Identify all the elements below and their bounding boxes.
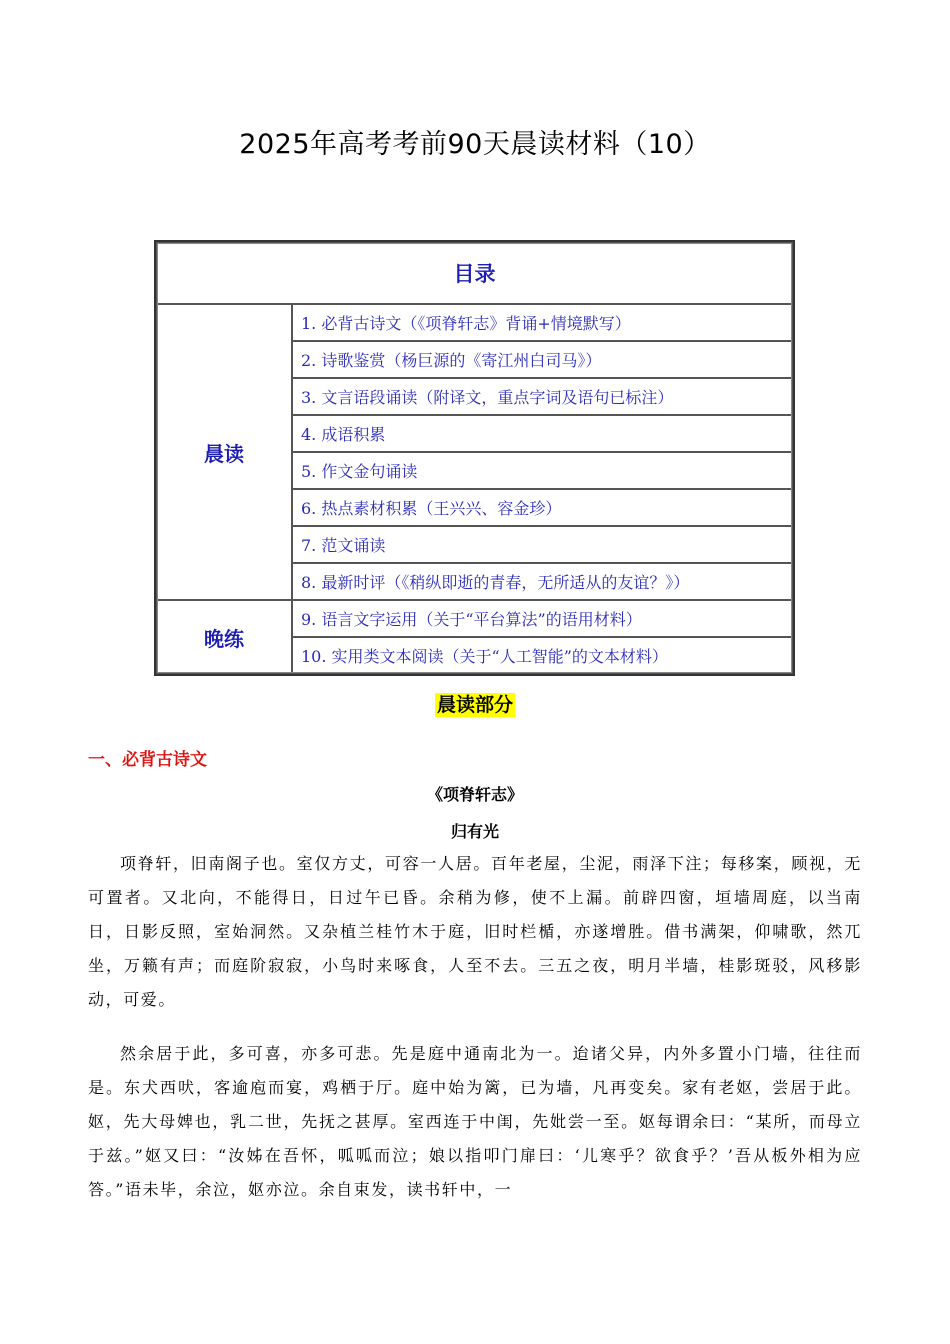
toc-item[interactable]: 8. 最新时评（《稍纵即逝的青春，无所适从的友谊？》）: [292, 563, 793, 600]
toc-item[interactable]: 4. 成语积累: [292, 415, 793, 452]
text-paragraph: 然余居于此，多可喜，亦多可悲。先是庭中通南北为一。迨诸父异，内外多置小门墙，往往而是。东犬西吠，客逾庖而宴，鸡栖于厅。庭中始为篱，已为墙，凡再变矣。家有老妪，尝居于此。妪，先大母婢也，乳二世，先抚之甚厚。室西连于中闺，先妣尝一至。妪每谓余曰：“某所，而母立于兹。”妪又曰：“汝姊在吾怀，呱呱而泣；娘以指叩门扉曰：‘儿寒乎？欲食乎？’吾从板外相为应答。”语未毕，余泣，妪亦泣。余自束发，读书轩中，一: [88, 1044, 862, 1199]
toc-group-morning: 晨读: [156, 304, 292, 600]
table-of-contents: [154, 240, 795, 676]
toc-item[interactable]: 2. 诗歌鉴赏（杨巨源的《寄江州白司马》）: [292, 341, 793, 378]
toc-item[interactable]: 7. 范文诵读: [292, 526, 793, 563]
toc-item[interactable]: 9. 语言文字运用（关于“平台算法”的语用材料）: [292, 600, 793, 637]
toc-item[interactable]: 5. 作文金句诵读: [292, 452, 793, 489]
toc-header: 目录: [156, 242, 793, 304]
toc-item[interactable]: 10. 实用类文本阅读（关于“人工智能”的文本材料）: [292, 637, 793, 674]
poem-author: 归有光: [450, 822, 499, 841]
text-paragraph: 项脊轩，旧南阁子也。室仅方丈，可容一人居。百年老屋，尘泥，雨泽下注；每移案，顾视，无可置者。又北向，不能得日，日过午已昏。余稍为修，使不上漏。前辟四窗，垣墙周庭，以当南日，日影反照，室始洞然。又杂植兰桂竹木于庭，旧时栏楯，亦遂增胜。借书满架，仰啸歌，然兀坐，万籁有声；而庭阶寂寂，小鸟时来啄食，人至不去。三五之夜，明月半墙，桂影斑驳，风移影动，可爱。: [88, 854, 862, 1009]
toc-group-evening: 晚练: [156, 600, 292, 674]
poem-title: 《项脊轩志》: [426, 785, 523, 804]
toc-item[interactable]: 3. 文言语段诵读（附译文，重点字词及语句已标注）: [292, 378, 793, 415]
section-heading: 一、必背古诗文: [88, 750, 207, 770]
toc-item[interactable]: 1. 必背古诗文（《项脊轩志》背诵+情境默写）: [292, 304, 793, 341]
section-tag: [0, 690, 950, 717]
section-tag-label: 晨读部分: [436, 694, 513, 716]
toc-item[interactable]: 6. 热点素材积累（王兴兴、容金珍）: [292, 489, 793, 526]
page-title: 2025年高考考前90天晨读材料（10）: [239, 129, 711, 160]
